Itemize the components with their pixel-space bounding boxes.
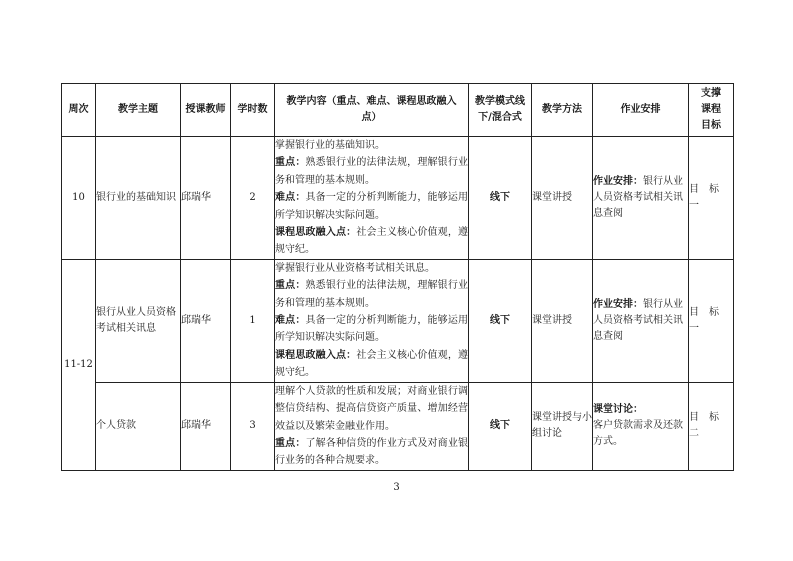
cell-mode: 线下 bbox=[469, 382, 532, 470]
key-label: 重点： bbox=[275, 280, 306, 292]
ideology-label: 课程思政融入点： bbox=[275, 227, 357, 239]
homework-label: 作业安排： bbox=[593, 175, 643, 187]
cell-method: 课堂讲授 bbox=[532, 259, 593, 382]
difficulty-text: 具备一定的分析判断能力，能够运用所学知识解决实际问题。 bbox=[275, 192, 468, 221]
difficulty-label: 难点： bbox=[275, 192, 306, 204]
cell-teacher: 邱瑞华 bbox=[181, 382, 231, 470]
cell-topic: 银行业的基础知识 bbox=[96, 137, 181, 260]
page-number: 3 bbox=[393, 482, 400, 493]
key-label: 重点： bbox=[275, 437, 306, 449]
cell-teacher: 邱瑞华 bbox=[181, 259, 231, 382]
header-row bbox=[62, 84, 734, 137]
ideology-text: 社会主义核心价值观，遵规守纪。 bbox=[275, 227, 469, 256]
header-method: 教学方法 bbox=[532, 84, 593, 137]
syllabus-table bbox=[61, 83, 734, 471]
header-content: 教学内容（重点、难点、课程思政融入点） bbox=[275, 84, 469, 137]
key-text: 熟悉银行业的法律法规，理解银行业务和管理的基本规则。 bbox=[275, 157, 468, 186]
cell-method: 课堂讲授与小组讨论 bbox=[532, 382, 593, 470]
cell-week: 11-12 bbox=[62, 259, 96, 470]
difficulty-label: 难点： bbox=[275, 315, 306, 327]
content-intro: 掌握银行业的基础知识。 bbox=[275, 140, 385, 151]
cell-content bbox=[275, 137, 469, 260]
homework-text: 银行从业人员资格考试相关讯息查阅 bbox=[593, 175, 683, 219]
key-text: 了解各种信贷的作业方式及对商业银行业务的各种合规要求。 bbox=[275, 437, 468, 467]
ideology-label: 课程思政融入点： bbox=[275, 349, 357, 361]
cell-hours: 2 bbox=[231, 137, 275, 260]
content-intro: 掌握银行业从业资格考试相关讯息。 bbox=[275, 262, 435, 274]
cell-goal: 目标二 bbox=[689, 382, 734, 470]
homework-label: 课堂讨论： bbox=[593, 404, 643, 416]
cell-week: 10 bbox=[62, 137, 96, 260]
header-homework: 作业安排 bbox=[593, 84, 689, 137]
cell-content bbox=[275, 259, 469, 382]
header-mode: 教学模式线下/混合式 bbox=[469, 84, 532, 137]
table-row bbox=[62, 382, 734, 470]
cell-teacher: 邱瑞华 bbox=[181, 137, 231, 260]
cell-homework bbox=[593, 382, 689, 470]
ideology-text: 社会主义核心价值观，遵规守纪。 bbox=[275, 349, 469, 379]
cell-mode: 线下 bbox=[469, 259, 532, 382]
homework-label: 作业安排： bbox=[593, 298, 643, 310]
header-topic: 教学主题 bbox=[96, 84, 181, 137]
content-intro: 理解个人贷款的性质和发展；对商业银行调整信贷结构、提高信贷资产质量、增加经营效益以及繁荣金融业作用。 bbox=[275, 385, 468, 432]
homework-text: 客户贷款需求及还款方式。 bbox=[593, 420, 683, 448]
cell-homework bbox=[593, 137, 689, 260]
cell-content bbox=[275, 382, 469, 470]
key-text: 熟悉银行业的法律法规，理解银行业务和管理的基本规则。 bbox=[275, 280, 468, 309]
cell-hours: 3 bbox=[231, 382, 275, 470]
cell-topic: 银行从业人员资格考试相关讯息 bbox=[96, 259, 181, 382]
table-row bbox=[62, 259, 734, 382]
cell-goal: 目标一 bbox=[689, 137, 734, 260]
cell-homework bbox=[593, 259, 689, 382]
cell-hours: 1 bbox=[231, 259, 275, 382]
header-week: 周次 bbox=[62, 84, 96, 137]
header-hours: 学时数 bbox=[231, 84, 275, 137]
cell-mode: 线下 bbox=[469, 137, 532, 260]
cell-topic: 个人贷款 bbox=[96, 382, 181, 470]
homework-text: 银行从业人员资格考试相关讯息查阅 bbox=[593, 298, 683, 342]
header-teacher: 授课教师 bbox=[181, 84, 231, 137]
key-label: 重点： bbox=[275, 157, 306, 169]
table-row bbox=[62, 137, 734, 260]
difficulty-text: 具备一定的分析判断能力，能够运用所学知识解决实际问题。 bbox=[275, 315, 468, 344]
header-goal: 支撑课程目标 bbox=[689, 84, 734, 137]
cell-goal: 目标一 bbox=[689, 259, 734, 382]
cell-method: 课堂讲授 bbox=[532, 137, 593, 260]
